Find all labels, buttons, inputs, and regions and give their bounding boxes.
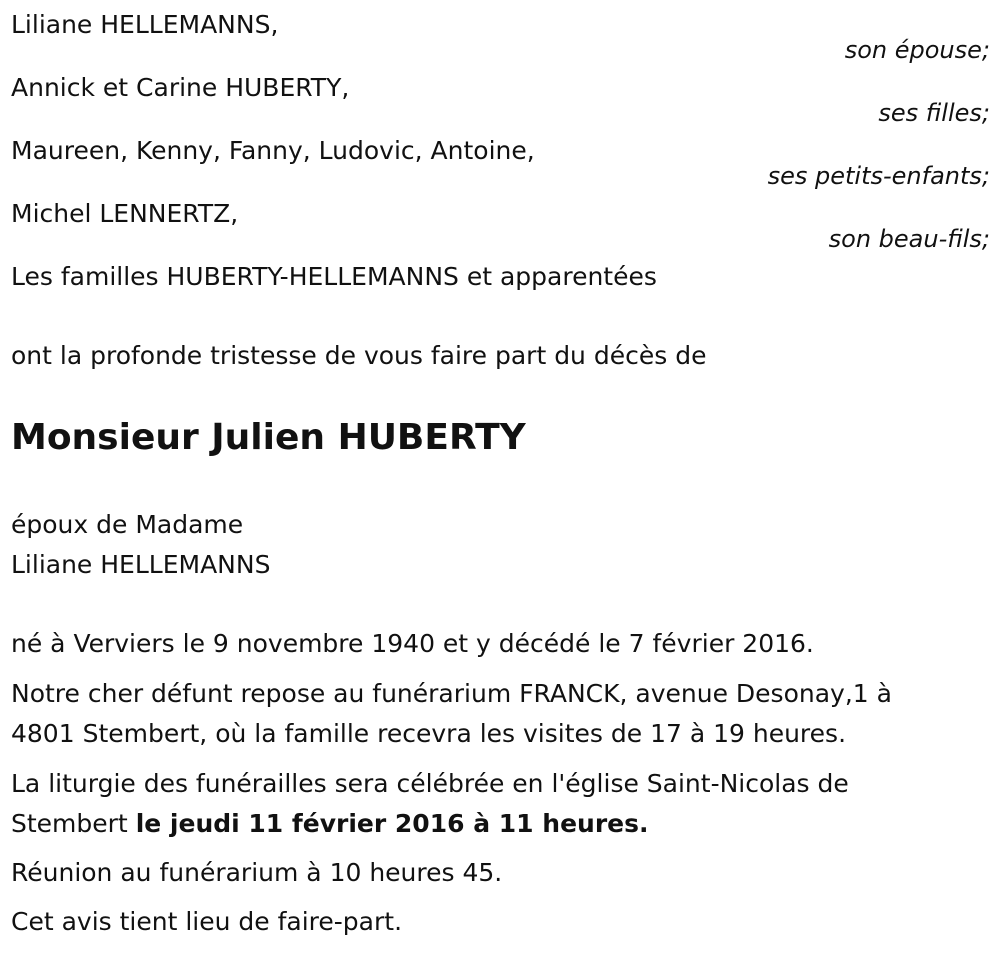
liturgy-location: Stembert	[11, 809, 136, 838]
closing-line: Cet avis tient lieu de faire-part.	[11, 907, 403, 936]
meeting-line: Réunion au funérarium à 10 heures 45.	[11, 858, 503, 887]
liturgy-line-1: La liturgie des funérailles sera célébrée en l'église Saint-Nicolas de	[11, 769, 849, 798]
family-member-role: ses filles;	[878, 99, 990, 127]
liturgy-line-2	[11, 809, 648, 839]
family-member-role: son beau-fils;	[828, 225, 990, 253]
visitation-line-1: Notre cher défunt repose au funérarium FRANCK, avenue Desonay,1 à	[11, 679, 892, 708]
liturgy-date-time: le jeudi 11 février 2016 à 11 heures.	[135, 809, 649, 838]
family-member-name: Maureen, Kenny, Fanny, Ludovic, Antoine,	[11, 136, 535, 165]
families-line: Les familles HUBERTY-HELLEMANNS et apparentées	[11, 262, 657, 291]
family-member-name: Michel LENNERTZ,	[11, 199, 239, 228]
visitation-line-2: 4801 Stembert, où la famille recevra les visites de 17 à 19 heures.	[11, 719, 847, 748]
spouse-line-2: Liliane HELLEMANNS	[11, 550, 271, 579]
family-member-role: ses petits-enfants;	[767, 162, 990, 190]
announcement-text: ont la profonde tristesse de vous faire part du décès de	[11, 341, 707, 370]
birth-death-line: né à Verviers le 9 novembre 1940 et y décédé le 7 février 2016.	[11, 629, 814, 658]
spouse-line-1: époux de Madame	[11, 510, 244, 539]
deceased-name: Monsieur Julien HUBERTY	[11, 417, 526, 458]
family-member-name: Liliane HELLEMANNS,	[11, 10, 279, 39]
family-member-role: son épouse;	[844, 36, 990, 64]
family-member-name: Annick et Carine HUBERTY,	[11, 73, 350, 102]
